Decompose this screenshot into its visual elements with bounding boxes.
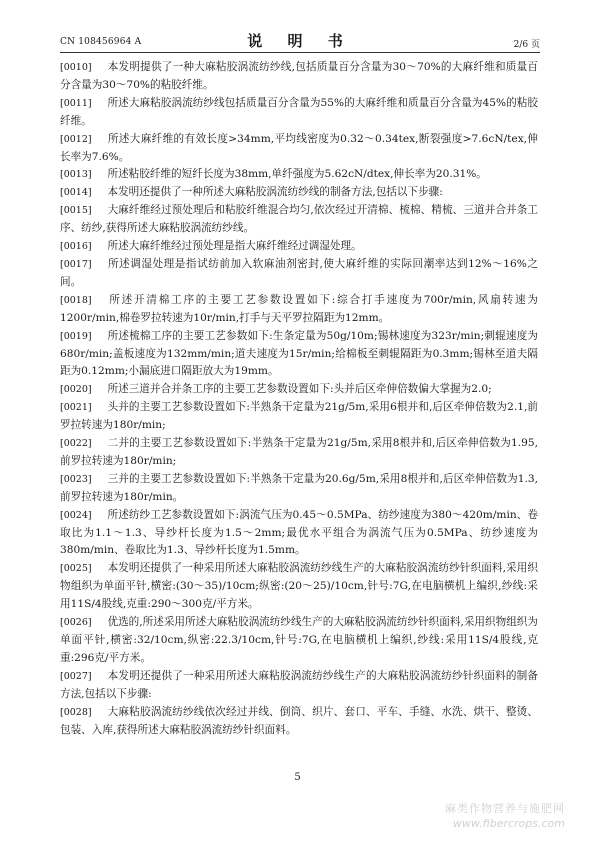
paragraph-number: [0016] (60, 241, 92, 253)
paragraph-text: 本发明提供了一种大麻粘胶涡流纺纱线,包括质量百分含量为30～70%的大麻纤维和质量百分含量为30～70%的粘胶纤维。 (60, 61, 538, 91)
watermark-text: 麻类作物营养与施肥网 (445, 802, 565, 815)
document-title: 说 明 书 (247, 32, 353, 50)
paragraph-number: [0020] (60, 384, 92, 396)
paragraph (60, 166, 538, 184)
paragraph (60, 202, 538, 238)
paragraph (60, 471, 538, 507)
paragraph-text: 大麻粘胶涡流纺纱线依次经过并线、倒筒、织片、套口、平车、手缝、水洗、烘干、整烫、包装、入库,获得所述大麻粘胶涡流纺纱针织面料。 (60, 705, 538, 736)
paragraph-text: 所述大麻粘胶涡流纺纱线包括质量百分含量为55%的大麻纤维和质量百分含量为45%的粘胶纤维。 (60, 96, 538, 127)
paragraph-text: 三并的主要工艺参数设置如下:半熟条干定量为20.6g/5m,采用8根并和,后区牵伸倍数为1.3,前罗拉转速为180r/min。 (60, 472, 538, 503)
paragraph-number: [0013] (60, 169, 92, 181)
watermark (445, 800, 565, 830)
paragraph-text: 所述大麻纤维经过预处理是指大麻纤维经过调湿处理。 (107, 240, 362, 253)
paragraph (60, 59, 538, 95)
paragraph-text: 头并的主要工艺参数设置如下:半熟条干定量为21g/5m,采用6根并和,后区牵伸倍数为2.1,前罗拉转速为180r/min; (60, 401, 538, 432)
paragraph (60, 256, 538, 292)
paragraph-number: [0027] (60, 670, 92, 682)
paragraph-number: [0023] (60, 473, 92, 485)
paragraph-text: 本发明还提供了一种所述大麻粘胶涡流纺纱线的制备方法,包括以下步骤: (107, 186, 443, 199)
paragraph-text: 所述大麻纤维的有效长度>34mm,平均线密度为0.32～0.34tex,断裂强度>7.6cN/tex,伸长率为7.6%。 (60, 132, 538, 163)
paragraph (60, 184, 538, 202)
paragraph-text: 所述三道并合并条工序的主要工艺参数设置如下:头并后区牵伸倍数偏大掌握为2.0; (107, 383, 492, 396)
paragraph-number: [0010] (60, 62, 92, 73)
paragraph (60, 328, 538, 382)
document-body (60, 59, 538, 739)
header-divider (60, 52, 540, 53)
paragraph (60, 704, 538, 740)
paragraph-number: [0017] (60, 258, 92, 270)
paragraph-number: [0028] (60, 706, 92, 718)
paragraph-number: [0024] (60, 509, 92, 521)
paragraph-number: [0012] (60, 133, 92, 145)
paragraph-text: 所述开清棉工序的主要工艺参数设置如下:综合打手速度为700r/min,风扇转速为1200r/min,棉卷罗拉转速为10r/min,打手与天平罗拉隔距为12mm。 (60, 293, 538, 324)
paragraph-number: [0011] (60, 97, 92, 109)
paragraph-text: 本发明还提供了一种采用所述大麻粘胶涡流纺纱线生产的大麻粘胶涡流纺纱针织面料,采用织物组织为单面平针,横密:(30～35)/10cm;纵密:(20～25)/10cm,针号:7G,在电脑横机上编织,纱线:采用11S/4股线,克重:290～300克/平方米。 (60, 562, 538, 611)
paragraph (60, 507, 538, 561)
paragraph-number: [0018] (60, 294, 92, 306)
paragraph (60, 95, 538, 131)
patent-number: CN 108456964 A (60, 37, 142, 47)
paragraph-text: 大麻纤维经过预处理后和粘胶纤维混合均匀,依次经过开清棉、梳棉、精梳、三道并合并条工序、纺纱,获得所述大麻粘胶涡流纺纱线。 (60, 204, 538, 235)
paragraph-number: [0021] (60, 402, 92, 414)
paragraph-text: 所述粘胶纤维的短纤长度为38mm,单纤强度为5.62cN/dtex,伸长率为20.31%。 (107, 168, 487, 181)
paragraph-number: [0022] (60, 438, 92, 450)
paragraph (60, 292, 538, 328)
page-header (60, 28, 540, 50)
paragraph (60, 381, 538, 399)
paragraph-text: 优选的,所述采用所述大麻粘胶涡流纺纱线生产的大麻粘胶涡流纺纱针织面料,采用织物组织为单面平针,横密:32/10cm,纵密:22.3/10cm,针号:7G,在电脑横机上编织,纱线:采用11S/4股线,克重:296克/平方米。 (60, 616, 538, 664)
paragraph-text: 所述调湿处理是指试纺前加入软麻油剂密封,使大麻纤维的实际回潮率达到12%～16%之间。 (60, 257, 538, 288)
paragraph (60, 668, 538, 704)
page-number: 5 (294, 772, 301, 783)
paragraph (60, 131, 538, 167)
paragraph-text: 所述梳棉工序的主要工艺参数如下:生条定量为50g/10m;锡林速度为323r/min;刺辊速度为680r/min;盖板速度为132mm/min;道夫速度为15r/min;给棉板至刺辊隔距为0.3mm;锡林至道夫隔距为0.12mm;小漏底进口隔距放大为19mm。 (60, 329, 538, 378)
paragraph-text: 二并的主要工艺参数设置如下:半熟条干定量为21g/5m,采用8根并和,后区牵伸倍数为1.95,前罗拉转速为180r/min; (60, 437, 538, 467)
watermark-url: www.fibercrops.com (452, 817, 565, 830)
paragraph-number: [0014] (60, 187, 92, 199)
paragraph (60, 399, 538, 435)
paragraph (60, 238, 538, 256)
paragraph-text: 本发明还提供了一种采用所述大麻粘胶涡流纺纱线生产的大麻粘胶涡流纺纱针织面料的制备方法,包括以下步骤: (60, 669, 538, 700)
paragraph (60, 435, 538, 471)
paragraph-number: [0015] (60, 205, 92, 217)
page-info: 2/6 页 (513, 40, 540, 50)
paragraph-number: [0026] (60, 617, 92, 629)
paragraph (60, 560, 538, 614)
paragraph (60, 614, 538, 668)
paragraph-text: 所述纺纱工艺参数设置如下:涡流气压为0.45～0.5MPa、纺纱速度为380～420m/min、卷取比为1.1～1.3、导纱杆长度为1.5～2mm;最优水平组合为涡流气压为0.5MPa、纺纱速度为380m/min、卷取比为1.3、导纱杆长度为1.5mm。 (60, 508, 538, 557)
paragraph-number: [0025] (60, 563, 92, 575)
paragraph-number: [0019] (60, 330, 92, 342)
